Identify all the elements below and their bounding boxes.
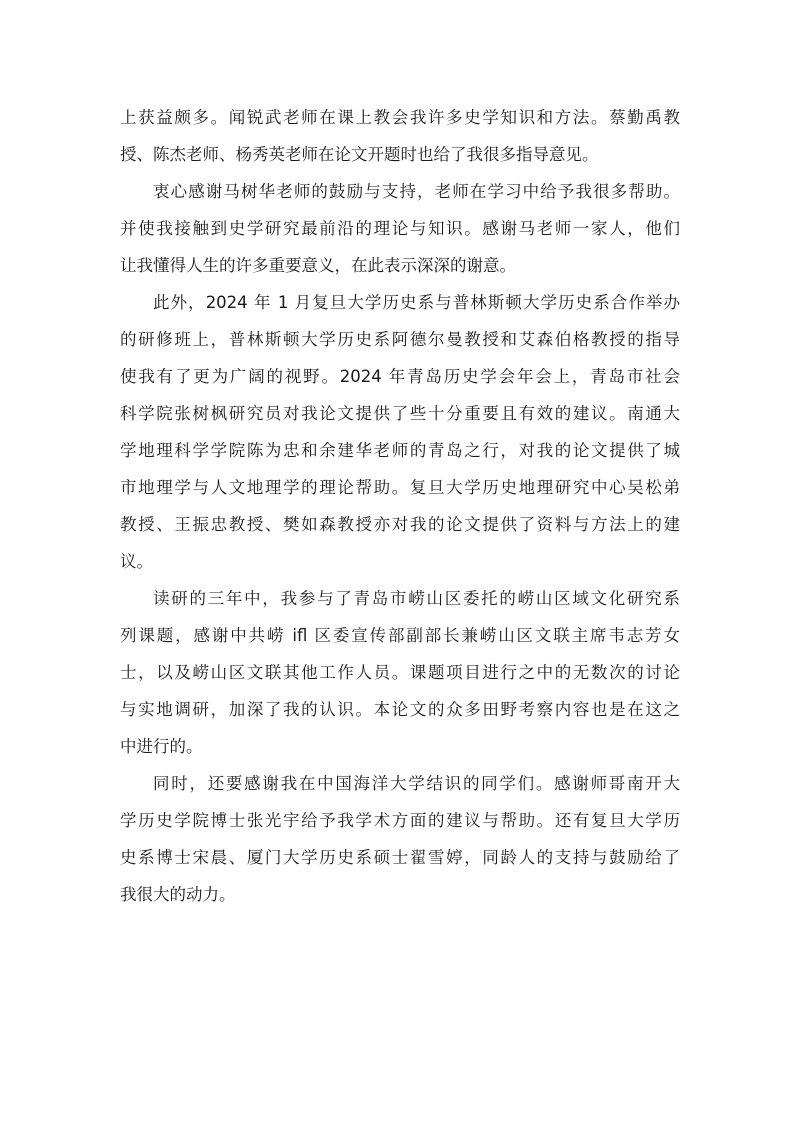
text-line: 议。 [120,552,153,571]
text-line: 史系博士宋晨、厦门大学历史系硕士翟雪婷，同龄人的支持与鼓励给了 [120,848,680,867]
text-line: 的研修班上，普林斯顿大学历史系阿德尔曼教授和艾森伯格教授的指导 [120,330,680,349]
text-line: 让我懂得人生的许多重要意义，在此表示深深的谢意。 [120,256,516,275]
text-line: 授、陈杰老师、杨秀英老师在论文开题时也给了我很多指导意见。 [120,145,599,164]
text-line: 市地理学与人文地理学的理论帮助。复旦大学历史地理研究中心吴松弟 [120,478,680,497]
text-line: 中进行的。 [120,737,203,756]
text-line: 同时，还要感谢我在中国海洋大学结识的同学们。感谢师哥南开大 [153,774,680,793]
text-line: 使我有了更为广阔的视野。2024 年青岛历史学会年会上，青岛市社会 [120,367,680,386]
text-line: 衷心感谢马树华老师的鼓励与支持，老师在学习中给予我很多帮助。 [153,182,680,201]
paragraph [120,284,680,580]
text-line: 与实地调研，加深了我的认识。本论文的众多田野考察内容也是在这之 [120,700,680,719]
text-line: 我很大的动力。 [120,885,236,904]
paragraph [120,580,680,765]
text-line: 读研的三年中，我参与了青岛市崂山区委托的崂山区域文化研究系 [153,589,680,608]
text-line: 学地理科学学院陈为忠和余建华老师的青岛之行，对我的论文提供了城 [120,441,680,460]
text-line: 科学院张树枫研究员对我论文提供了些十分重要且有效的建议。南通大 [120,404,680,423]
text-line: 学历史学院博士张光宇给予我学术方面的建议与帮助。还有复旦大学历 [120,811,680,830]
acknowledgement-text [120,99,680,913]
text-line: 士，以及崂山区文联其他工作人员。课题项目进行之中的无数次的讨论 [120,663,680,682]
text-line: 列课题，感谢中共崂 ifl 区委宣传部副部长兼崂山区文联主席韦志芳女 [120,626,680,645]
paragraph [120,173,680,284]
paragraph [120,765,680,913]
paragraph [120,99,680,173]
text-line: 教授、王振忠教授、樊如森教授亦对我的论文提供了资料与方法上的建 [120,515,680,534]
text-line: 上获益颇多。闻锐武老师在课上教会我许多史学知识和方法。蔡勤禹教 [120,108,680,127]
text-line: 并使我接触到史学研究最前沿的理论与知识。感谢马老师一家人，他们 [120,219,680,238]
text-line: 此外，2024 年 1 月复旦大学历史系与普林斯顿大学历史系合作举办 [153,293,680,312]
